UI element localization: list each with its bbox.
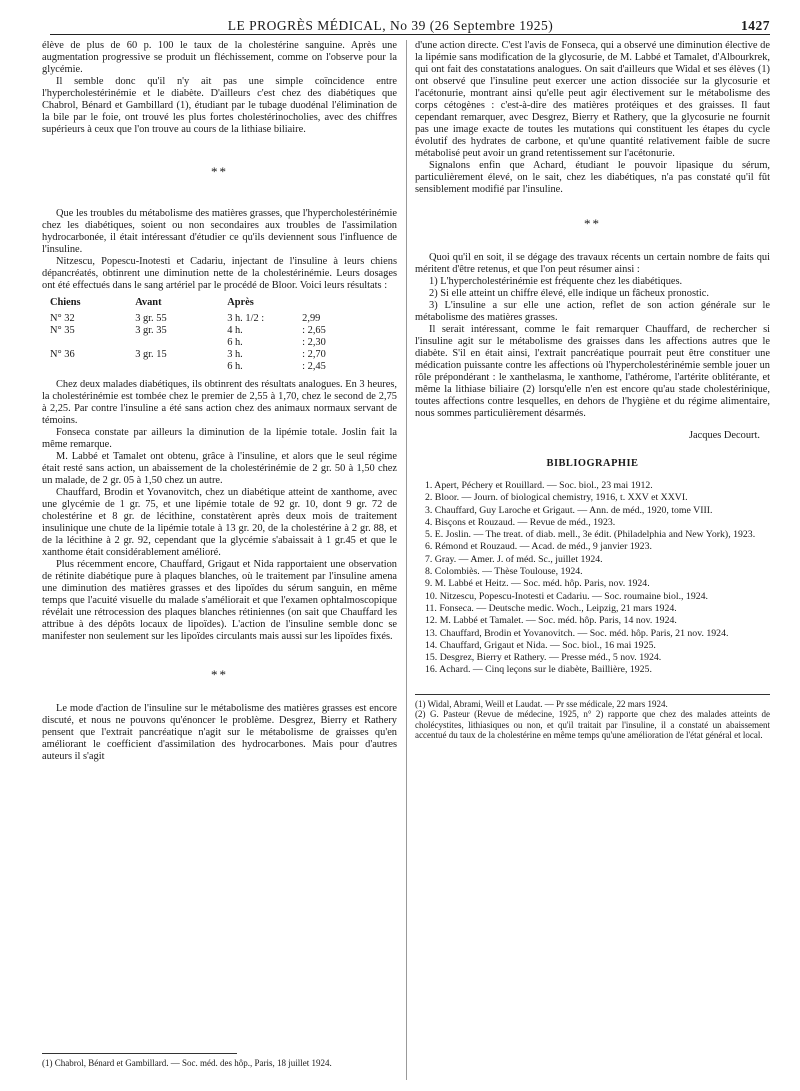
paragraph: M. Labbé et Tamalet ont obtenu, grâce à l'insuline, et alors que le seul régime était resté sans action, un abaissement de la cholestérinémie de 2 gr. 50 à 1,50 chez un malade, de 2 gr. 05 à 1,50 chez un autre. [42, 451, 397, 486]
bibliography-item: 6. Rémond et Rouzaud. — Acad. de méd., 9 janvier 1923. [425, 541, 652, 553]
table-cell: 3 gr. 55 [135, 313, 167, 324]
table-cell: 4 h. [227, 325, 243, 336]
footnote-rule [42, 1053, 237, 1054]
paragraph: Signalons enfin que Achard, étudiant le pouvoir lipasique du sérum, particulièrement élevé, on le sait, chez les diabétiques, n'a pas constaté qu'il fût sensiblement modifié par l'insuline. [415, 160, 770, 195]
table-cell: 3 gr. 35 [135, 325, 167, 336]
paragraph: Il serait intéressant, comme le fait remarquer Chauffard, de rechercher si l'insuline agit sur le métabolisme des graisses dans les affections autres que le diabète. S'il en était ainsi, l'extrait pancréatique pourrait peut être constituer une médication puissante contre les affections où l'hypercholestérinémie semble jouer un rôle prépondérant : le xanthelasma, le xanthome, l'athérome, l'artérite oblitérante, et même la lithiase biliaire (2) lorsqu'elle n'en est encore qu'au stade cholestérinique, toutes affections contre lesquelles, en dehors de l'hygiène et du régime alimentaire, nous sommes particulièrement désarmés. [415, 324, 770, 419]
bibliography-item: 12. M. Labbé et Tamalet. — Soc. méd. hôp. Paris, 14 nov. 1924. [425, 615, 677, 627]
bibliography-list [415, 480, 770, 676]
bibliography-item: 10. Nitzescu, Popescu-Inotesti et Cadariu. — Soc. roumaine biol., 1924. [425, 590, 708, 602]
paragraph: Quoi qu'il en soit, il se dégage des travaux récents un certain nombre de faits qui méritent d'être retenus, et que l'on peut résumer ainsi : [415, 252, 770, 275]
left-footnotes [42, 1045, 397, 1069]
page-number: 1427 [741, 18, 770, 33]
paragraph: 3) L'insuline a sur elle une action, reflet de son action générale sur le métabolisme des matières grasses. [415, 300, 770, 323]
author-signature: Jacques Decourt. [689, 430, 760, 441]
table-row [50, 337, 391, 349]
bibliography-item: 9. M. Labbé et Heitz. — Soc. méd. hôp. Paris, nov. 1924. [425, 578, 650, 590]
bibliography-item: 11. Fonseca. — Deutsche medic. Woch., Leipzig, 21 mars 1924. [425, 602, 677, 614]
table-header: Chiens [50, 297, 81, 308]
table-cell: N° 36 [50, 349, 75, 360]
table-cell [135, 337, 227, 349]
bibliography-item: 3. Chauffard, Guy Laroche et Grigaut. — Ann. de méd., 1920, tome VIII. [425, 504, 713, 516]
bibliography-item: 15. Desgrez, Bierry et Rathery. — Presse méd., 5 nov. 1924. [425, 652, 662, 664]
bibliography-item: 8. Colombiès. — Thèse Toulouse, 1924. [425, 566, 583, 578]
bibliography-item: 1. Apert, Péchery et Rouillard. — Soc. biol., 23 mai 1912. [425, 480, 653, 491]
footnote: (1) Chabrol, Bénard et Gambillard. — Soc. méd. des hôp., Paris, 18 juillet 1924. [42, 1058, 332, 1068]
paragraph: Chauffard, Brodin et Yovanovitch, chez un diabétique atteint de xanthome, avec une glycémie de 1 gr. 75, et une lipémie totale de 92 gr. 10, dont 9 gr. 72 de cholestérine et 8 gr. de lécithine, constatèrent après deux mois de traitement insulinique une chute de la lipémie totale à 13 gr. 20, de la cholestérine à 2 gr. 88, et de la lécithine à 2 gr. 92, cependant que la glycémie s'abaissait à 1 gr.45 et que le xanthome était considérablement amélioré. [42, 487, 397, 558]
bibliography-item: 5. E. Joslin. — The treat. of diab. mell., 3e édit. (Philadelphia and New York), 1923. [425, 529, 756, 541]
table-cell: 2,99 [302, 313, 321, 324]
table-cell: 3 gr. 15 [135, 349, 167, 360]
paragraph: Fonseca constate par ailleurs la diminution de la lipémie totale. Joslin fait la même remarque. [42, 427, 397, 450]
table-cell: 6 h. [227, 361, 243, 372]
bibliography-item: 16. Achard. — Cinq leçons sur le diabète, Baillière, 1925. [425, 664, 652, 676]
paragraph: 2) Si elle atteint un chiffre élevé, elle indique un fâcheux pronostic. [429, 288, 709, 299]
page-header [50, 8, 770, 35]
running-title: LE PROGRÈS MÉDICAL, No 39 (26 Septembre 1925) [227, 18, 554, 33]
table-cell: : 2,30 [302, 337, 326, 348]
table-row [50, 325, 391, 337]
left-column [42, 40, 397, 763]
table-cell: : 2,70 [302, 349, 326, 360]
table-row [50, 361, 391, 373]
table-row [50, 349, 391, 361]
table-cell: 6 h. [227, 337, 243, 348]
paragraph: élève de plus de 60 p. 100 le taux de la cholestérine sanguine. Après une augmentation progressive se produit un fléchissement, comme on l'observe pour la glycémie. [42, 40, 397, 75]
paragraph: Nitzescu, Popescu-Inotesti et Cadariu, injectant de l'insuline à leurs chiens dépancréatés, obtinrent une diminution nette de la cholestérinémie. Leurs dosages ont été effectués dans le sang artériel par le procédé de Bloor. Voici leurs résultats : [42, 256, 397, 291]
table-header: Après [227, 297, 254, 308]
paragraph: Il semble donc qu'il n'y ait pas une simple coïncidence entre l'hypercholestérinémie et le diabète. D'ailleurs c'est chez des diabétiques que Chabrol, Bénard et Gambillard (1), étudiant par le tubage duodénal l'élimination de la bile par le foie, ont trouvé les plus fortes cholestérinocholies, avec des chiffres supérieurs à ceux que l'on trouve au cours de la lithiase biliaire. [42, 76, 397, 135]
table-cell: 3 h. 1/2 : [227, 313, 265, 324]
paragraph: Que les troubles du métabolisme des matières grasses, que l'hypercholestérinémie chez les diabétiques, soient ou non secondaires aux troubles de l'assimilation hydrocarbonée, il était intéressant d'étudier ce qu'ils deviennent sous l'influence de l'insuline. [42, 208, 397, 255]
bibliography-item: 7. Gray. — Amer. J. of méd. Sc., juillet 1924. [425, 553, 603, 565]
bibliography-item: 13. Chauffard, Brodin et Yovanovitch. — Soc. méd. hôp. Paris, 21 nov. 1924. [425, 627, 729, 639]
right-column [415, 40, 770, 741]
section-separator: ** [211, 667, 228, 682]
bibliography-item: 2. Bloor. — Journ. of biological chemistry, 1916, t. XXV et XXVI. [425, 492, 688, 504]
column-divider [406, 40, 407, 1080]
table-cell: 3 h. [227, 349, 243, 360]
table-cell: : 2,65 [302, 325, 326, 336]
table-header: Avant [135, 297, 162, 308]
paragraph: 1) L'hypercholestérinémie est fréquente chez les diabétiques. [429, 276, 683, 287]
section-separator: ** [584, 216, 601, 231]
table-cell [135, 361, 227, 373]
table-cell [50, 337, 135, 349]
table-cell: N° 32 [50, 313, 75, 324]
table-header-row [50, 296, 391, 313]
footnote-rule [415, 694, 770, 695]
paragraph: Plus récemment encore, Chauffard, Grigaut et Nida rapportaient une observation de rétinite diabétique pure à plaques blanches, où le traitement par l'insuline amena une diminution des matières grasses et des lipoïdes du sérum sanguin, en même temps que l'acuité visuelle du malade s'améliorait et que l'examen ophtalmoscopique révélait une rétrocession des plaques blanches rétiniennes (on sait que Chauffard les attribue à des dépôts locaux de lipoïdes). L'action de l'insuline semble donc se manifester non seulement sur les lipoïdes circulants mais aussi sur les lipoïdes fixés. [42, 559, 397, 642]
results-table [50, 296, 391, 373]
paragraph: Chez deux malades diabétiques, ils obtinrent des résultats analogues. En 3 heures, la cholestérinémie est tombée chez le premier de 2,55 à 1,70, chez le second de 2,75 à 2,25. Par contre l'insuline a été sans action chez des animaux normaux servant de témoins. [42, 379, 397, 426]
footnote: (2) G. Pasteur (Revue de médecine, 1925, n° 2) rapporte que chez des malades atteints de cholécystites, lithiasiques ou non, et qu'il traitait par l'insuline, il a constaté un abaissement accentué du taux de la cholestérine en même temps qu'une amélioration de l'état général et local. [415, 709, 770, 741]
table-cell: N° 35 [50, 325, 75, 336]
table-cell: : 2,45 [302, 361, 326, 372]
table-row [50, 313, 391, 325]
section-separator: ** [211, 164, 228, 179]
paragraph: Le mode d'action de l'insuline sur le métabolisme des matières grasses est encore discuté, et nous ne pouvons qu'énoncer le problème. Desgrez, Bierry et Rathery pensent que l'extrait pancréatique n'agit sur le métabolisme de graisses qu'en améliorant le coefficient d'assimilation des hydrocarbones. Mais pour d'autres auteurs il s'agit [42, 703, 397, 762]
bibliography-title: BIBLIOGRAPHIE [546, 458, 639, 469]
paragraph: d'une action directe. C'est l'avis de Fonseca, qui a observé une diminution élective de la lipémie sans modification de la glycosurie, de M. Labbé et Tamalet, d'Albourkrek, qui ont fait des constatations analogues. On sait d'ailleurs que Widal et ses élèves (1) ont observé que l'insuline peut exercer une action dissociée sur la glycosurie et l'acétonurie, montrant ainsi qu'elle peut agir électivement sur le métabolisme des corps cétogènes : c'est-à-dire des matières protéiques et des graisses. Il faut cependant remarquer, avec Desgrez, Bierry et Rathery, que la glycosurie ne fournit pas une image exacte de toutes les mutations qui constituent les étapes du cycle évolutif des hydrates de carbone, et qu'une quantité relativement faible de sucre métabolisé peut avoir un grand retentissement sur l'acétonurie. [415, 40, 770, 159]
bibliography-item: 14. Chauffard, Grigaut et Nida. — Soc. biol., 16 mai 1925. [425, 639, 656, 651]
table-cell [50, 361, 135, 373]
footnote: (1) Widal, Abrami, Weill et Laudat. — Pr sse médicale, 22 mars 1924. [415, 698, 668, 709]
bibliography-item: 4. Bisçons et Rouzaud. — Revue de méd., 1923. [425, 516, 616, 528]
